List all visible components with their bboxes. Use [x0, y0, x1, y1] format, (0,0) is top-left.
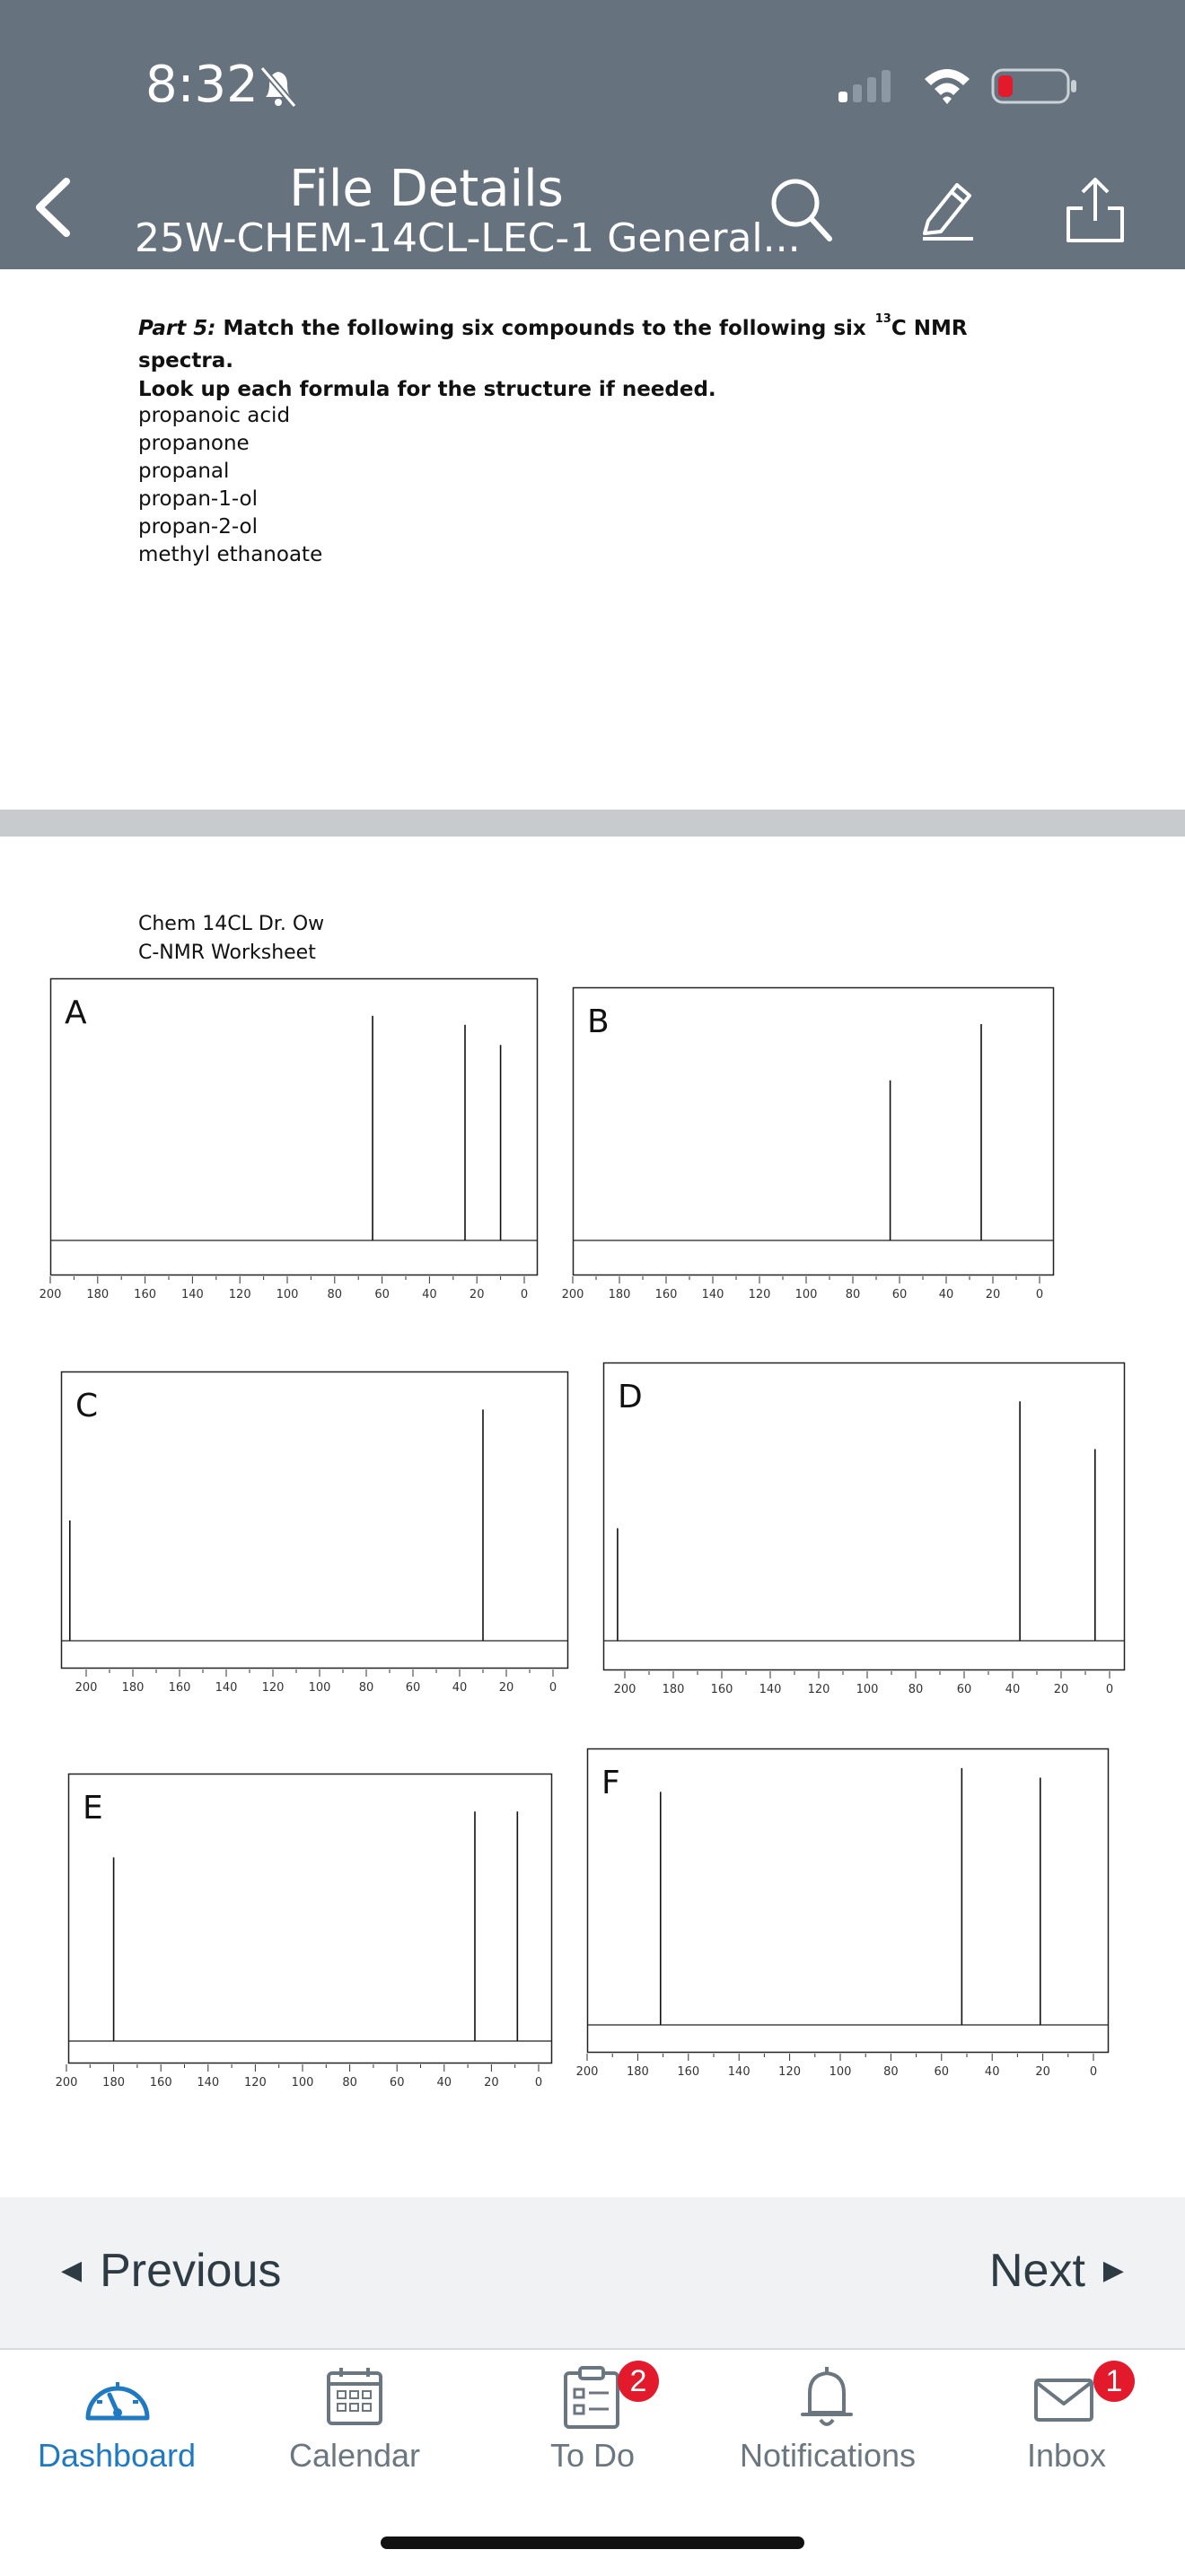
- tick-label: 80: [908, 1683, 924, 1696]
- nmr-spectrum-f: [575, 1748, 1142, 2115]
- nmr-spectrum-b: [557, 987, 1073, 1337]
- wifi-icon: [921, 65, 973, 106]
- battery-icon: [991, 66, 1081, 106]
- instruction-text: [138, 314, 1054, 404]
- tick-label: 100: [308, 1681, 331, 1695]
- tick-label: 140: [727, 2065, 750, 2079]
- next-label: Next: [989, 2245, 1085, 2297]
- plot-frame: [588, 1749, 1109, 2053]
- tick-label: 100: [291, 2076, 314, 2090]
- tick-label: 0: [1089, 2065, 1098, 2079]
- nmr-spectrum-e: [55, 1774, 585, 2125]
- tick-label: 80: [342, 2076, 357, 2090]
- tick-label: 20: [469, 1288, 485, 1301]
- tick-label: 60: [934, 2065, 950, 2079]
- tick-label: 200: [39, 1288, 62, 1301]
- tick-label: 60: [956, 1683, 972, 1696]
- tick-label: 100: [276, 1288, 299, 1301]
- plot-frame: [604, 1363, 1125, 1670]
- tick-label: 80: [845, 1288, 861, 1301]
- tick-label: 80: [327, 1288, 343, 1301]
- bell-icon: [797, 2364, 856, 2431]
- part-label: Part 5:: [138, 317, 216, 340]
- tick-label: 0: [534, 2076, 543, 2090]
- list-item: propan-1-ol: [138, 487, 259, 511]
- nmr-chart-b: [557, 987, 1073, 1337]
- nmr-chart-f: [575, 1748, 1142, 2115]
- instruction-line-2: Look up each formula for the structure if needed.: [138, 378, 716, 401]
- share-icon[interactable]: [1063, 174, 1128, 246]
- tick-label: 160: [149, 2076, 172, 2090]
- tick-label: 180: [102, 2076, 126, 2090]
- tick-label: 180: [608, 1288, 631, 1301]
- list-item: propan-2-ol: [138, 515, 259, 539]
- tick-label: 140: [759, 1683, 782, 1696]
- tick-label: 140: [180, 1288, 204, 1301]
- tick-label: 180: [121, 1681, 145, 1695]
- dashboard-icon: [83, 2364, 153, 2429]
- page-title: File Details: [289, 160, 564, 218]
- signal-icon: [835, 68, 901, 106]
- compound-list: [138, 402, 322, 569]
- list-item: propanone: [138, 432, 250, 455]
- caret-right-icon: ▶: [1102, 2256, 1124, 2285]
- tick-label: 180: [662, 1683, 685, 1696]
- tick-label: 100: [794, 1288, 818, 1301]
- tick-label: 200: [75, 1681, 98, 1695]
- spectrum-label: F: [601, 1765, 620, 1801]
- tick-label: 60: [374, 1288, 390, 1301]
- tick-label: 140: [215, 1681, 238, 1695]
- tick-label: 120: [261, 1681, 285, 1695]
- tick-label: 0: [549, 1681, 557, 1695]
- calendar-icon: [325, 2364, 384, 2429]
- tick-label: 40: [436, 2076, 452, 2090]
- tick-label: 120: [228, 1288, 251, 1301]
- tick-label: 120: [243, 2076, 267, 2090]
- inbox-icon: [1032, 2375, 1095, 2425]
- tick-label: 40: [452, 1681, 468, 1695]
- tick-label: 40: [938, 1288, 954, 1301]
- tab-notifications-label: Notifications: [739, 2437, 917, 2474]
- isotope-superscript: 13: [874, 312, 891, 326]
- nmr-chart-a: [36, 978, 558, 1337]
- annotate-pen-icon[interactable]: [916, 176, 980, 242]
- tick-label: 180: [626, 2065, 649, 2079]
- plot-frame: [69, 1774, 552, 2063]
- plot-frame: [62, 1372, 568, 1669]
- tab-todo-label: To Do: [549, 2437, 636, 2474]
- spectrum-label: C: [75, 1388, 99, 1424]
- nmr-chart-d: [603, 1362, 1160, 1732]
- list-item: methyl ethanoate: [138, 543, 323, 566]
- nmr-chart-e: [55, 1774, 585, 2125]
- spectrum-label: B: [587, 1003, 610, 1040]
- tick-label: 140: [197, 2076, 220, 2090]
- search-icon[interactable]: [768, 176, 833, 244]
- tick-label: 160: [134, 1288, 157, 1301]
- tick-label: 100: [829, 2065, 852, 2079]
- tick-label: 160: [168, 1681, 191, 1695]
- tick-label: 180: [86, 1288, 110, 1301]
- tick-label: 120: [807, 1683, 830, 1696]
- tick-label: 60: [389, 2076, 405, 2090]
- nmr-chart-c: [61, 1371, 603, 1730]
- tick-label: 60: [891, 1288, 908, 1301]
- previous-button[interactable]: [61, 2244, 281, 2298]
- nmr-spectrum-c: [61, 1371, 603, 1730]
- worksheet-title: C-NMR Worksheet: [138, 942, 316, 964]
- worksheet-header: [138, 910, 324, 968]
- tick-label: 120: [748, 1288, 771, 1301]
- todo-icon: [562, 2364, 621, 2431]
- page-subtitle: 25W-CHEM-14CL-LEC-1 General...: [135, 215, 801, 261]
- tick-label: 20: [985, 1288, 1001, 1301]
- tick-label: 20: [498, 1681, 514, 1695]
- status-time: 8:32: [145, 56, 259, 114]
- tick-label: 80: [883, 2065, 899, 2079]
- spectrum-label: E: [83, 1790, 103, 1827]
- tick-label: 40: [422, 1288, 437, 1301]
- tick-label: 160: [677, 2065, 700, 2079]
- tick-label: 160: [654, 1288, 678, 1301]
- silent-bell-icon: [257, 63, 300, 110]
- tick-label: 0: [520, 1288, 529, 1301]
- page-divider: [0, 810, 1185, 837]
- nmr-spectrum-d: [603, 1362, 1160, 1732]
- tick-label: 200: [613, 1683, 636, 1696]
- tick-label: 20: [484, 2076, 499, 2090]
- instruction-line-1-end: C NMR spectra.: [138, 317, 968, 372]
- tick-label: 200: [561, 1288, 584, 1301]
- tick-label: 20: [1053, 1683, 1069, 1696]
- spectrum-label: D: [618, 1379, 643, 1415]
- tick-label: 120: [778, 2065, 802, 2079]
- home-indicator: [381, 2537, 804, 2549]
- tick-label: 0: [1035, 1288, 1044, 1301]
- tick-label: 40: [984, 2065, 1000, 2079]
- tick-label: 80: [358, 1681, 374, 1695]
- caret-left-icon: ◀: [61, 2256, 83, 2285]
- previous-label: Previous: [100, 2245, 282, 2297]
- tick-label: 140: [701, 1288, 724, 1301]
- tick-label: 160: [710, 1683, 733, 1696]
- next-button[interactable]: [989, 2244, 1124, 2298]
- tick-label: 40: [1005, 1683, 1021, 1696]
- tab-calendar-label: Calendar: [288, 2437, 421, 2474]
- tab-dashboard-label: Dashboard: [37, 2437, 197, 2474]
- todo-badge: 2: [618, 2361, 659, 2402]
- tab-inbox-label: Inbox: [1026, 2437, 1107, 2474]
- instruction-line-1: Match the following six compounds to the following six: [223, 317, 866, 340]
- spectrum-label: A: [65, 994, 87, 1031]
- inbox-badge: 1: [1093, 2361, 1135, 2402]
- tick-label: 0: [1105, 1683, 1114, 1696]
- list-item: propanal: [138, 460, 230, 483]
- tick-label: 200: [55, 2076, 78, 2090]
- list-item: propanoic acid: [138, 404, 291, 427]
- tick-label: 100: [856, 1683, 879, 1696]
- nmr-spectrum-a: [36, 978, 558, 1337]
- tick-label: 60: [405, 1681, 421, 1695]
- tick-label: 20: [1035, 2065, 1050, 2079]
- tick-label: 200: [575, 2065, 599, 2079]
- worksheet-course: Chem 14CL Dr. Ow: [138, 913, 325, 935]
